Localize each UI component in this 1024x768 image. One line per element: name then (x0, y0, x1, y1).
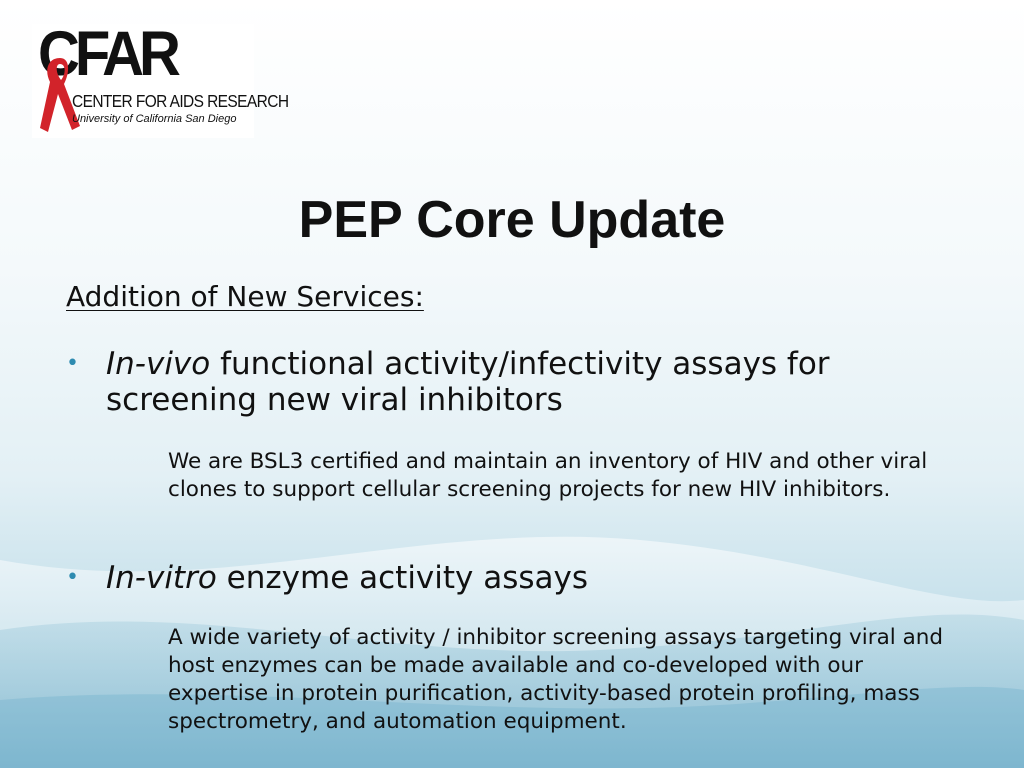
bullet-item-in-vitro (0, 560, 1024, 600)
bullet-detail-in-vitro: A wide variety of activity / inhibitor screening assays targeting viral and host enzymes can be made available and co-developed with our expertise in protein purification, activity-based protein profiling, mass spectrometry, and automation equipment. (168, 625, 944, 734)
logo-center-name: CENTER FOR AIDS RESEARCH (72, 92, 289, 112)
logo-university: University of California San Diego (72, 113, 237, 125)
bullet-text (106, 560, 966, 596)
bullet-detail-in-vivo: We are BSL3 certified and maintain an inventory of HIV and other viral clones to support cellular screening projects for new HIV inhibitors. (168, 449, 928, 502)
slide-title: PEP Core Update (298, 191, 726, 249)
bullet-body: functional activity/infectivity assays for screening new viral inhibitors (106, 346, 830, 418)
bullet-item-in-vivo (0, 346, 1024, 426)
bullet-emphasis: In-vivo (106, 346, 211, 382)
bullet-marker: • (66, 565, 79, 590)
logo-wordmark: CFAR (38, 19, 176, 90)
bullet-body: enzyme activity assays (216, 560, 589, 596)
bullet-text (106, 346, 966, 418)
section-subtitle: Addition of New Services: (66, 280, 424, 313)
cfar-logo (32, 19, 289, 138)
bullet-marker: • (66, 351, 79, 376)
bullet-emphasis: In-vitro (106, 560, 217, 596)
